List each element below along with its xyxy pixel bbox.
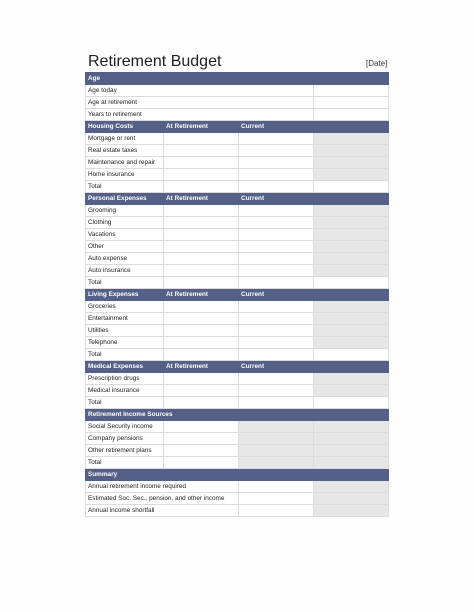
table-row (86, 229, 389, 241)
shaded-cell (314, 337, 389, 349)
current-cell[interactable] (239, 301, 314, 313)
at-retirement-total[interactable] (164, 181, 239, 193)
column-header-blank (314, 361, 389, 373)
shaded-cell (239, 421, 314, 433)
shaded-cell (314, 505, 389, 517)
at-retirement-cell[interactable] (164, 265, 239, 277)
row-label: Company pensions (86, 433, 164, 445)
table-row (86, 205, 389, 217)
shaded-cell (314, 457, 389, 469)
shaded-cell (239, 433, 314, 445)
section-title: Summary (86, 469, 389, 481)
current-total[interactable] (239, 349, 314, 361)
column-header-at-retirement: At Retirement (164, 289, 239, 301)
row-label: Mortgage or rent (86, 133, 164, 145)
table-row (86, 301, 389, 313)
current-cell[interactable] (239, 337, 314, 349)
shaded-cell (314, 481, 389, 493)
table-row (86, 421, 389, 433)
blank-cell (314, 349, 389, 361)
table-row (86, 337, 389, 349)
row-label: Clothing (86, 217, 164, 229)
current-cell[interactable] (239, 145, 314, 157)
table-row (86, 481, 389, 493)
table-row (86, 445, 389, 457)
table-row (86, 217, 389, 229)
summary-value-cell[interactable] (239, 493, 314, 505)
row-label: Medical insurance (86, 385, 164, 397)
shaded-cell (314, 145, 389, 157)
at-retirement-cell[interactable] (164, 325, 239, 337)
table-row (86, 265, 389, 277)
shaded-cell (314, 169, 389, 181)
current-cell[interactable] (239, 313, 314, 325)
shaded-cell (314, 445, 389, 457)
total-row (86, 397, 389, 409)
current-cell[interactable] (239, 325, 314, 337)
column-header-blank (314, 121, 389, 133)
shaded-cell (314, 217, 389, 229)
at-retirement-cell[interactable] (164, 313, 239, 325)
section-header-living (86, 289, 389, 301)
row-label: Estimated Soc. Sec., pension, and other income (86, 493, 239, 505)
section-title: Medical Expenses (86, 361, 164, 373)
row-label: Auto insurance (86, 265, 164, 277)
row-label: Years to retirement (86, 109, 314, 121)
at-retirement-total[interactable] (164, 349, 239, 361)
budget-sheet (85, 72, 388, 517)
table-row (86, 433, 389, 445)
at-retirement-cell[interactable] (164, 253, 239, 265)
section-header-age (86, 73, 389, 85)
row-label: Social Security income (86, 421, 164, 433)
row-label: Home insurance (86, 169, 164, 181)
shaded-cell (239, 445, 314, 457)
column-header-current: Current (239, 361, 314, 373)
row-label: Utilities (86, 325, 164, 337)
summary-value-cell[interactable] (239, 481, 314, 493)
table-row (86, 325, 389, 337)
table-row (86, 109, 389, 121)
shaded-cell (314, 421, 389, 433)
column-header-at-retirement: At Retirement (164, 121, 239, 133)
section-title: Age (86, 73, 389, 85)
shaded-cell (314, 301, 389, 313)
row-label: Entertainment (86, 313, 164, 325)
at-retirement-cell[interactable] (164, 373, 239, 385)
table-row (86, 241, 389, 253)
current-cell[interactable] (239, 253, 314, 265)
row-label: Other retirement plans (86, 445, 164, 457)
current-cell[interactable] (239, 133, 314, 145)
shaded-cell (314, 385, 389, 397)
row-label: Age today (86, 85, 314, 97)
column-header-blank (314, 193, 389, 205)
table-row (86, 385, 389, 397)
table-row (86, 505, 389, 517)
section-header-medical (86, 361, 389, 373)
at-retirement-cell[interactable] (164, 301, 239, 313)
current-cell[interactable] (239, 241, 314, 253)
row-label: Total (86, 181, 164, 193)
shaded-cell (314, 373, 389, 385)
budget-table (85, 72, 389, 517)
blank-cell (314, 277, 389, 289)
row-label: Real estate taxes (86, 145, 164, 157)
row-label: Annual income shortfall (86, 505, 239, 517)
shaded-cell (314, 133, 389, 145)
table-row (86, 493, 389, 505)
at-retirement-cell[interactable] (164, 157, 239, 169)
value-cell[interactable] (314, 85, 389, 97)
section-header-income (86, 409, 389, 421)
section-title: Retirement Income Sources (86, 409, 389, 421)
blank-cell (314, 397, 389, 409)
row-label: Total (86, 349, 164, 361)
column-header-at-retirement: At Retirement (164, 361, 239, 373)
section-title: Living Expenses (86, 289, 164, 301)
row-label: Maintenance and repair (86, 157, 164, 169)
row-label: Total (86, 397, 164, 409)
at-retirement-cell[interactable] (164, 145, 239, 157)
table-row (86, 133, 389, 145)
at-retirement-cell[interactable] (164, 133, 239, 145)
value-cell[interactable] (314, 97, 389, 109)
total-row (86, 457, 389, 469)
row-label: Grooming (86, 205, 164, 217)
date-field[interactable]: [Date] (366, 59, 388, 68)
shaded-cell (314, 157, 389, 169)
column-header-current: Current (239, 289, 314, 301)
total-row (86, 181, 389, 193)
table-row (86, 373, 389, 385)
summary-value-cell[interactable] (239, 505, 314, 517)
shaded-cell (239, 457, 314, 469)
income-cell[interactable] (164, 445, 239, 457)
section-header-summary (86, 469, 389, 481)
section-header-personal (86, 193, 389, 205)
current-cell[interactable] (239, 373, 314, 385)
at-retirement-cell[interactable] (164, 229, 239, 241)
at-retirement-cell[interactable] (164, 169, 239, 181)
column-header-at-retirement: At Retirement (164, 193, 239, 205)
row-label: Groceries (86, 301, 164, 313)
at-retirement-cell[interactable] (164, 217, 239, 229)
current-cell[interactable] (239, 217, 314, 229)
row-label: Vacations (86, 229, 164, 241)
at-retirement-cell[interactable] (164, 385, 239, 397)
income-total[interactable] (164, 457, 239, 469)
shaded-cell (314, 493, 389, 505)
column-header-blank (314, 289, 389, 301)
section-header-housing (86, 121, 389, 133)
current-cell[interactable] (239, 169, 314, 181)
table-row (86, 313, 389, 325)
at-retirement-cell[interactable] (164, 241, 239, 253)
shaded-cell (314, 325, 389, 337)
row-label: Prescription drugs (86, 373, 164, 385)
income-cell[interactable] (164, 421, 239, 433)
total-row (86, 277, 389, 289)
shaded-cell (314, 205, 389, 217)
row-label: Auto expense (86, 253, 164, 265)
row-label: Age at retirement (86, 97, 314, 109)
row-label: Total (86, 277, 164, 289)
row-label: Annual retirement income required (86, 481, 239, 493)
section-title: Personal Expenses (86, 193, 164, 205)
row-label: Total (86, 457, 164, 469)
blank-cell (314, 181, 389, 193)
shaded-cell (314, 265, 389, 277)
current-total[interactable] (239, 181, 314, 193)
table-row (86, 253, 389, 265)
shaded-cell (314, 253, 389, 265)
at-retirement-cell[interactable] (164, 337, 239, 349)
current-cell[interactable] (239, 229, 314, 241)
total-row (86, 349, 389, 361)
row-label: Other (86, 241, 164, 253)
value-cell[interactable] (314, 109, 389, 121)
section-title: Housing Costs (86, 121, 164, 133)
current-total[interactable] (239, 397, 314, 409)
shaded-cell (314, 313, 389, 325)
page-title: Retirement Budget (88, 53, 222, 70)
current-cell[interactable] (239, 265, 314, 277)
current-cell[interactable] (239, 157, 314, 169)
column-header-current: Current (239, 193, 314, 205)
table-row (86, 145, 389, 157)
table-row (86, 157, 389, 169)
at-retirement-total[interactable] (164, 277, 239, 289)
current-cell[interactable] (239, 385, 314, 397)
current-cell[interactable] (239, 205, 314, 217)
table-row (86, 169, 389, 181)
column-header-current: Current (239, 121, 314, 133)
at-retirement-total[interactable] (164, 397, 239, 409)
income-cell[interactable] (164, 433, 239, 445)
at-retirement-cell[interactable] (164, 205, 239, 217)
shaded-cell (314, 229, 389, 241)
shaded-cell (314, 241, 389, 253)
row-label: Telephone (86, 337, 164, 349)
table-row (86, 97, 389, 109)
table-row (86, 85, 389, 97)
shaded-cell (314, 433, 389, 445)
current-total[interactable] (239, 277, 314, 289)
